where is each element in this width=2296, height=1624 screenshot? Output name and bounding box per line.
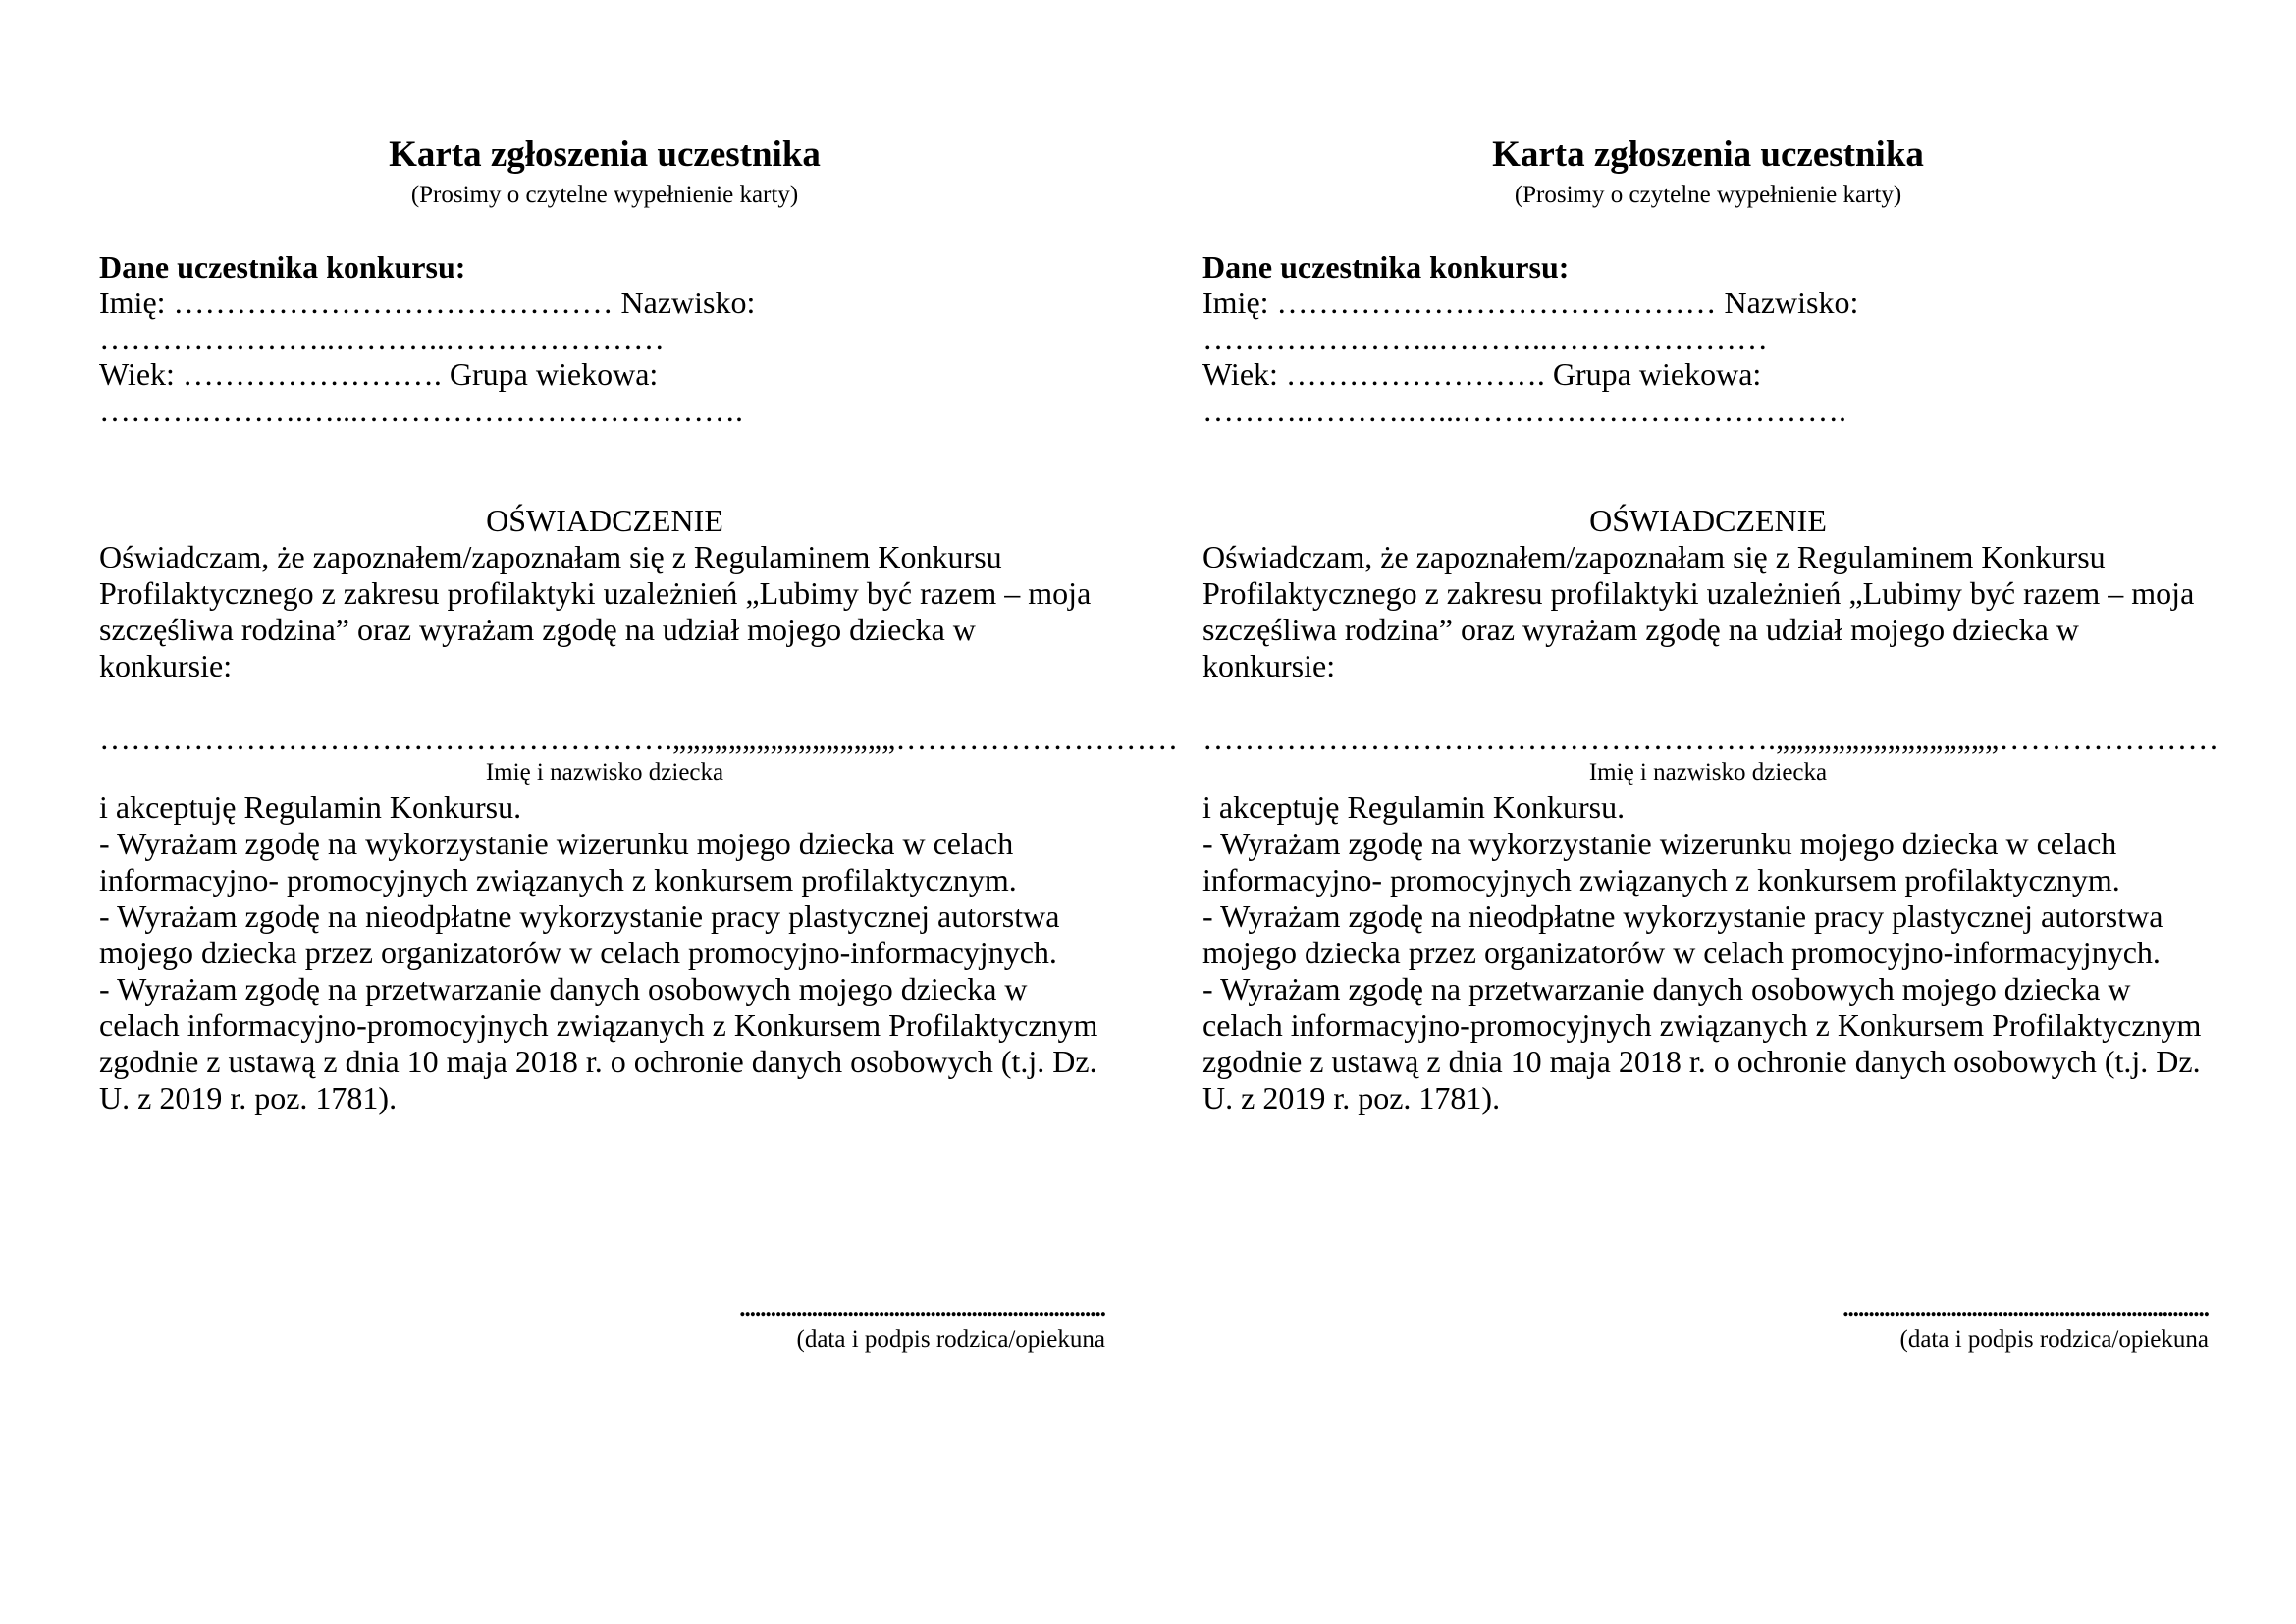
consent-line: - Wyrażam zgodę na nieodpłatne wykorzystanie pracy plastycznej autorstwa [1202,898,2163,934]
consent-line: - Wyrażam zgodę na wykorzystanie wizerunku mojego dziecka w celach [1202,826,2117,861]
consent-line: celach informacyjno-promocyjnych związanych z Konkursem Profilaktycznym [99,1007,1098,1043]
age-group-field-dots: ……….……….…...………………………………. [1202,393,1846,428]
age-field-line: Wiek: ……………………. Grupa wiekowa: [99,356,659,392]
signature-label: (data i podpis rodzica/opiekuna [1899,1326,2209,1353]
consent-line: i akceptuję Regulamin Konkursu. [99,789,522,825]
consent-line: zgodnie z ustawą z dnia 10 maja 2018 r. o ochronie danych osobowych (t.j. Dz. [1202,1044,2201,1079]
consent-line: U. z 2019 r. poz. 1781). [99,1080,398,1115]
consent-line: mojego dziecka przez organizatorów w celach promocyjno-informacyjnych. [99,935,1057,970]
consent-line: - Wyrażam zgodę na przetwarzanie danych osobowych mojego dziecka w [99,971,1028,1006]
age-group-field-dots: ……….……….…...………………………………. [99,393,743,428]
declaration-line: Profilaktycznego z zakresu profilaktyki uzależnień „Lubimy być razem – moja [1202,575,2195,611]
card-title: Karta zgłoszenia uczestnika [1492,135,1924,175]
consent-line: i akceptuję Regulamin Konkursu. [1202,789,1626,825]
declaration-line: konkursie: [1202,648,1336,683]
signature-label: (data i podpis rodzica/opiekuna [796,1326,1105,1353]
child-name-label: Imię i nazwisko dziecka [1588,759,1828,785]
child-name-dots: ……………………………………………….„„„„„„„„„„„„„„„„……………………… [99,721,1179,756]
card-subtitle: (Prosimy o czytelne wypełnienie karty) [1514,182,1902,208]
age-field-line: Wiek: ……………………. Grupa wiekowa: [1202,356,1762,392]
name-field-line: Imię: …………………………………… Nazwisko: [1202,285,1859,320]
consent-line: informacyjno- promocyjnych związanych z konkursem profilaktycznym. [99,862,1017,897]
declaration-line: szczęśliwa rodzina” oraz wyrażam zgodę na udział mojego dziecka w [99,612,976,647]
declaration-heading: OŚWIADCZENIE [1589,503,1827,538]
consent-line: - Wyrażam zgodę na przetwarzanie danych osobowych mojego dziecka w [1202,971,2131,1006]
declaration-line: szczęśliwa rodzina” oraz wyrażam zgodę na udział mojego dziecka w [1202,612,2079,647]
declaration-line: konkursie: [99,648,233,683]
name-field-line: Imię: …………………………………… Nazwisko: [99,285,756,320]
participant-data-heading: Dane uczestnika konkursu: [99,249,466,285]
card-subtitle: (Prosimy o czytelne wypełnienie karty) [410,182,799,208]
consent-line: - Wyrażam zgodę na wykorzystanie wizerunku mojego dziecka w celach [99,826,1014,861]
registration-card-right [1202,0,2219,1624]
consent-line: celach informacyjno-promocyjnych związanych z Konkursem Profilaktycznym [1202,1007,2202,1043]
declaration-line: Oświadczam, że zapoznałem/zapoznałam się z Regulaminem Konkursu [99,539,1002,574]
surname-field-dots: …………………..………..………………… [1202,320,1768,355]
consent-line: informacyjno- promocyjnych związanych z konkursem profilaktycznym. [1202,862,2120,897]
child-name-label: Imię i nazwisko dziecka [485,759,724,785]
signature-dots: ....................................................................... [1842,1295,2209,1322]
registration-card-left [99,0,1179,1624]
child-name-dots: ……………………………………………….„„„„„„„„„„„„„„„„………………… [1202,721,2219,756]
declaration-heading: OŚWIADCZENIE [486,503,723,538]
consent-line: mojego dziecka przez organizatorów w celach promocyjno-informacyjnych. [1202,935,2161,970]
card-title: Karta zgłoszenia uczestnika [389,135,821,175]
declaration-line: Oświadczam, że zapoznałem/zapoznałam się z Regulaminem Konkursu [1202,539,2106,574]
surname-field-dots: …………………..………..………………… [99,320,665,355]
consent-line: - Wyrażam zgodę na nieodpłatne wykorzystanie pracy plastycznej autorstwa [99,898,1060,934]
declaration-line: Profilaktycznego z zakresu profilaktyki uzależnień „Lubimy być razem – moja [99,575,1092,611]
consent-line: U. z 2019 r. poz. 1781). [1202,1080,1501,1115]
consent-line: zgodnie z ustawą z dnia 10 maja 2018 r. o ochronie danych osobowych (t.j. Dz. [99,1044,1097,1079]
participant-data-heading: Dane uczestnika konkursu: [1202,249,1570,285]
signature-dots: ....................................................................... [739,1295,1105,1322]
